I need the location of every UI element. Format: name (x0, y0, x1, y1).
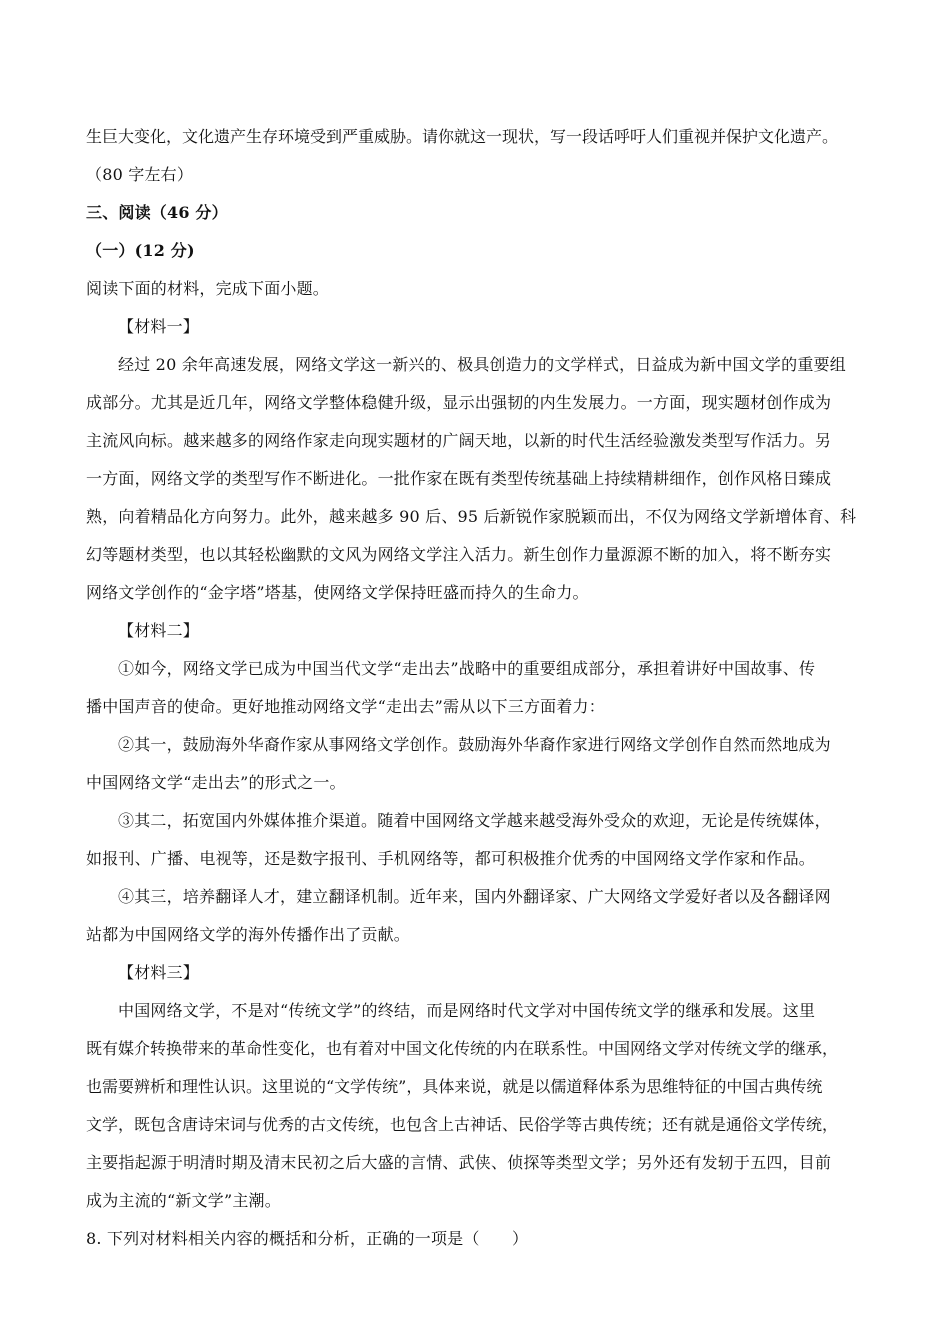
material-1-line: 一方面，网络文学的类型写作不断进化。一批作家在既有类型传统基础上持续精耕细作，创作风格日臻成 (86, 469, 832, 488)
material-2-line: ④其三，培养翻译人才，建立翻译机制。近年来，国内外翻译家、广大网络文学爱好者以及各翻译网 (118, 887, 831, 906)
material-3-label: 【材料三】 (118, 963, 200, 982)
material-1-line: 主流风向标。越来越多的网络作家走向现实题材的广阔天地，以新的时代生活经验激发类型写作活力。另 (86, 431, 832, 450)
material-2-line: 中国网络文学“走出去”的形式之一。 (86, 773, 346, 792)
material-3-line: 也需要辨析和理性认识。这里说的“文学传统”，具体来说，就是以儒道释体系为思维特征的中国古典传统 (86, 1077, 823, 1096)
section-subheading: （一）(12 分) (86, 241, 195, 260)
material-2-label: 【材料二】 (118, 621, 200, 640)
material-1-line: 成部分。尤其是近几年，网络文学整体稳健升级，显示出强韧的内生发展力。一方面，现实题材创作成为 (86, 393, 832, 412)
material-2-line: 播中国声音的使命。更好地推动网络文学“走出去”需从以下三方面着力： (86, 697, 605, 716)
material-3-line: 主要指起源于明清时期及清末民初之后大盛的言情、武侠、侦探等类型文学；另外还有发轫于五四，目前 (86, 1153, 832, 1172)
material-1-line: 经过 20 余年高速发展，网络文学这一新兴的、极具创造力的文学样式，日益成为新中国文学的重要组 (118, 355, 846, 374)
intro-line: （80 字左右） (86, 165, 194, 184)
material-1-line: 熟，向着精品化方向努力。此外，越来越多 90 后、95 后新锐作家脱颖而出，不仅为网络文学新增体育、科 (86, 507, 857, 526)
section-heading: 三、阅读（46 分） (86, 203, 228, 222)
material-3-line: 文学，既包含唐诗宋词与优秀的古文传统，也包含上古神话、民俗学等古典传统；还有就是通俗文学传统， (86, 1115, 839, 1134)
material-3-line: 中国网络文学，不是对“传统文学”的终结，而是网络时代文学对中国传统文学的继承和发展。这里 (118, 1001, 816, 1020)
material-2-line: ②其一，鼓励海外华裔作家从事网络文学创作。鼓励海外华裔作家进行网络文学创作自然而然地成为 (118, 735, 831, 754)
document-page (86, 118, 864, 1258)
material-2-line: ①如今，网络文学已成为中国当代文学“走出去”战略中的重要组成部分，承担着讲好中国故事、传 (118, 659, 816, 678)
material-2-line: 站都为中国网络文学的海外传播作出了贡献。 (86, 925, 411, 944)
material-3-line: 既有媒介转换带来的革命性变化，也有着对中国文化传统的内在联系性。中国网络文学对传统文学的继承， (86, 1039, 839, 1058)
material-2-line: 如报刊、广播、电视等，还是数字报刊、手机网络等，都可积极推介优秀的中国网络文学作家和作品。 (86, 849, 816, 868)
question-8: 8. 下列对材料相关内容的概括和分析，正确的一项是（ ） (86, 1229, 529, 1248)
material-1-line: 幻等题材类型，也以其轻松幽默的文风为网络文学注入活力。新生创作力量源源不断的加入，将不断夯实 (86, 545, 832, 564)
material-2-line: ③其二，拓宽国内外媒体推介渠道。随着中国网络文学越来越受海外受众的欢迎，无论是传统媒体， (118, 811, 831, 830)
reading-instruction: 阅读下面的材料，完成下面小题。 (86, 279, 330, 298)
material-1-label: 【材料一】 (118, 317, 200, 336)
material-1-line: 网络文学创作的“金字塔”塔基，使网络文学保持旺盛而持久的生命力。 (86, 583, 589, 602)
intro-line: 生巨大变化，文化遗产生存环境受到严重威胁。请你就这一现状，写一段话呼吁人们重视并保护文化遗产。 (86, 127, 839, 146)
material-3-line: 成为主流的“新文学”主潮。 (86, 1191, 281, 1210)
